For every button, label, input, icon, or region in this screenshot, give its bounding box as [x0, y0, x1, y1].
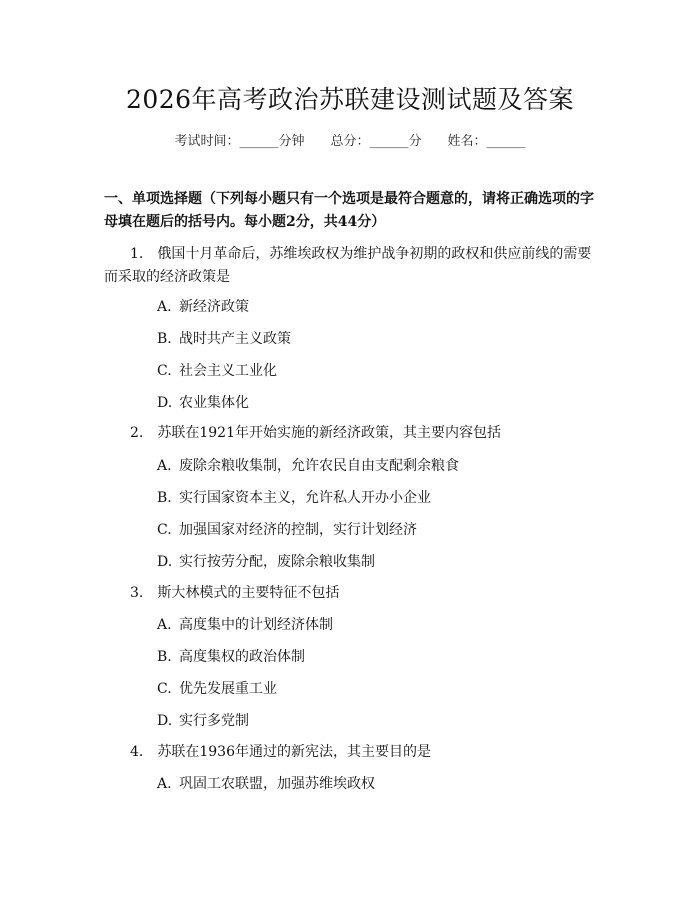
option-text: 实行多党制	[179, 713, 249, 729]
question-4-option-a	[157, 774, 375, 794]
option-letter: A.	[157, 458, 172, 474]
question-text: 苏联在1936年通过的新宪法，其主要目的是	[157, 744, 431, 760]
option-letter: A.	[157, 776, 172, 792]
option-letter: B.	[157, 649, 172, 665]
question-1-option-a	[157, 297, 249, 317]
exam-meta	[0, 130, 700, 149]
option-text: 新经济政策	[179, 299, 249, 315]
name-field: 姓名：______	[447, 134, 526, 149]
option-letter: A.	[157, 617, 172, 633]
option-letter: D.	[157, 554, 173, 570]
question-1-option-d	[157, 393, 249, 413]
option-letter: C.	[157, 681, 172, 697]
question-number: 1.	[130, 246, 144, 262]
option-text: 农业集体化	[179, 395, 249, 411]
question-number: 4.	[130, 744, 144, 760]
question-3	[104, 582, 604, 605]
question-number: 3.	[130, 585, 144, 601]
option-text: 优先发展重工业	[179, 681, 277, 697]
question-2-option-d	[157, 552, 375, 572]
option-letter: D.	[157, 713, 173, 729]
question-text: 俄国十月革命后，苏维埃政权为维护战争初期的政权和供应前线的需要而采取的经济政策是	[104, 246, 592, 285]
option-text: 高度集中的计划经济体制	[179, 617, 333, 633]
option-text: 社会主义工业化	[179, 363, 277, 379]
question-2-option-b	[157, 488, 431, 508]
question-2	[104, 422, 604, 445]
option-text: 加强国家对经济的控制，实行计划经济	[179, 522, 417, 538]
option-text: 战时共产主义政策	[179, 331, 291, 347]
option-text: 废除余粮收集制，允许农民自由支配剩余粮食	[179, 458, 459, 474]
question-1	[104, 243, 604, 289]
question-3-option-c	[157, 679, 277, 699]
question-1-option-b	[157, 329, 291, 349]
option-text: 巩固工农联盟，加强苏维埃政权	[179, 776, 375, 792]
question-2-option-a	[157, 456, 459, 476]
option-letter: C.	[157, 522, 172, 538]
option-text: 高度集权的政治体制	[179, 649, 305, 665]
page-title: 2026年高考政治苏联建设测试题及答案	[125, 85, 575, 114]
option-letter: D.	[157, 395, 173, 411]
question-3-option-d	[157, 711, 249, 731]
exam-time-field: 考试时间：______分钟	[174, 134, 305, 149]
question-text: 苏联在1921年开始实施的新经济政策，其主要内容包括	[157, 425, 501, 441]
option-letter: A.	[157, 299, 172, 315]
total-score-field: 总分：______分	[330, 134, 422, 149]
question-3-option-b	[157, 647, 305, 667]
option-text: 实行按劳分配，废除余粮收集制	[179, 554, 375, 570]
question-1-option-c	[157, 361, 277, 381]
option-letter: B.	[157, 331, 172, 347]
option-letter: B.	[157, 490, 172, 506]
option-letter: C.	[157, 363, 172, 379]
question-number: 2.	[130, 425, 144, 441]
question-4	[104, 741, 604, 764]
question-2-option-c	[157, 520, 417, 540]
section-heading: 一、单项选择题（下列每小题只有一个选项是最符合题意的，请将正确选项的字母填在题后的括号内。每小题2分，共44分）	[104, 191, 594, 230]
option-text: 实行国家资本主义，允许私人开办小企业	[179, 490, 431, 506]
question-text: 斯大林模式的主要特征不包括	[157, 585, 340, 601]
question-3-option-a	[157, 615, 333, 635]
